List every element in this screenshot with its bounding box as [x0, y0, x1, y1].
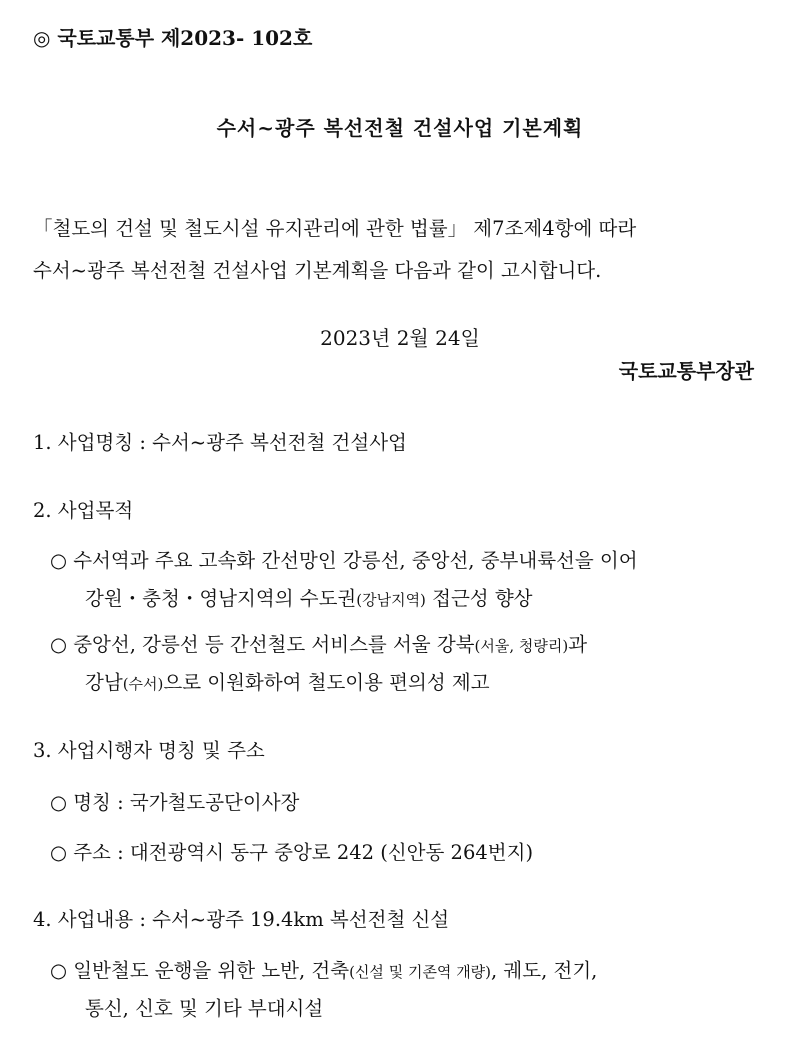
text-segment-small: (수서)	[122, 675, 164, 693]
intro-line-1: 「철도의 건설 및 철도시설 유지관리에 관한 법률」 제7조제4항에 따라	[33, 217, 637, 240]
text-segment: 으로 이원화하여 철도이용 편의성 제고	[163, 671, 490, 694]
section-1: 1. 사업명칭 : 수서~광주 복선전철 건설사업	[33, 431, 407, 454]
signer: 국토교통부장관	[618, 359, 754, 383]
text-segment-small: (신설 및 기존역 개량)	[349, 963, 492, 981]
text-segment: , 궤도, 전기,	[491, 959, 598, 982]
section-2-bullet-2-line-2	[85, 670, 490, 697]
text-segment-small: (서울, 청량리)	[474, 637, 569, 655]
text-segment: 강원・충청・영남지역의 수도권	[85, 587, 357, 610]
text-segment: 강남	[85, 671, 123, 694]
notice-number: ◎ 국토교통부 제2023- 102호	[33, 26, 313, 50]
text-segment: 접근성 향상	[425, 587, 533, 610]
section-3-bullet-2: ○ 주소 : 대전광역시 동구 중앙로 242 (신안동 264번지)	[50, 841, 534, 864]
notice-date: 2023년 2월 24일	[320, 326, 480, 350]
intro-line-2: 수서~광주 복선전철 건설사업 기본계획을 다음과 같이 고시합니다.	[33, 259, 602, 282]
section-2-bullet-2-line-1	[50, 632, 587, 659]
section-3-bullet-1: ○ 명칭 : 국가철도공단이사장	[50, 791, 300, 814]
document-title: 수서~광주 복선전철 건설사업 기본계획	[216, 116, 584, 140]
section-2-bullet-1-line-2	[85, 586, 533, 613]
section-4-heading: 4. 사업내용 : 수서~광주 19.4km 복선전철 신설	[33, 908, 450, 931]
text-segment-small: (강남지역)	[356, 591, 426, 609]
section-3-heading: 3. 사업시행자 명칭 및 주소	[33, 739, 265, 762]
section-4-bullet-1-line-1	[50, 958, 597, 985]
section-2-heading: 2. 사업목적	[33, 499, 134, 522]
text-segment: ○ 중앙선, 강릉선 등 간선철도 서비스를 서울 강북	[50, 633, 475, 656]
section-2-bullet-1-line-1: ○ 수서역과 주요 고속화 간선망인 강릉선, 중앙선, 중부내륙선을 이어	[50, 549, 638, 572]
text-segment: 과	[568, 633, 588, 656]
section-4-bullet-1-line-2: 통신, 신호 및 기타 부대시설	[85, 997, 324, 1020]
text-segment: ○ 일반철도 운행을 위한 노반, 건축	[50, 959, 350, 982]
